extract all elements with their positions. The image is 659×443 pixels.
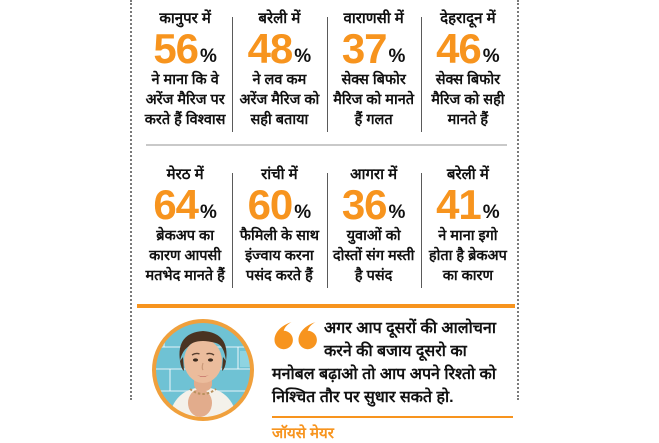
quote-block: [272, 317, 513, 443]
percent-value: 64: [153, 181, 199, 228]
orange-section-rule: [137, 304, 515, 308]
percent-sign: %: [200, 202, 217, 223]
stat-number: [143, 181, 227, 228]
stat-card-bareilly-2: [421, 163, 515, 294]
stat-card-ranchi: [232, 163, 326, 294]
joyce-meyer-portrait-graphic: [150, 317, 256, 423]
percent-value: 48: [247, 25, 293, 72]
percent-value: 36: [341, 181, 387, 228]
percent-sign: %: [482, 46, 500, 67]
city-label: देहरादून में: [440, 10, 496, 27]
percent-sign: %: [482, 202, 500, 223]
stat-card-bareilly-1: [232, 7, 326, 138]
stat-number: [426, 181, 510, 228]
percent-sign: %: [294, 46, 312, 67]
quote-section: [132, 315, 517, 443]
quote-text: अगर आप दूसरों की आलोचना करने की बजाय दूसरो का मनोबल बढ़ाओ तो आप अपने रिश्तो को निश्चित तौर पर सुधार सकते हो.: [272, 320, 496, 406]
stat-card-kanpur: [138, 7, 232, 138]
stat-description: ने माना इगो होता है ब्रेकअप का कारण: [428, 228, 507, 284]
city-label: कानुपर में: [159, 10, 211, 27]
stat-card-dehradun: [421, 7, 515, 138]
stat-description: ने माना कि वे अरेंज मैरिज पर करते हैं विश्वास: [144, 72, 226, 128]
city-label: मेरठ में: [166, 166, 204, 183]
percent-sign: %: [200, 46, 217, 67]
author-photo: [150, 317, 256, 423]
percent-sign: %: [388, 202, 406, 223]
stat-description: फैमिली के साथ इंज्वाय करना पसंद करते हैं: [239, 228, 319, 284]
stat-number: [237, 181, 321, 228]
stat-number: [143, 25, 227, 72]
city-label: वाराणसी में: [343, 10, 404, 27]
city-label: आगरा में: [350, 166, 398, 183]
city-label: बरेली में: [446, 166, 489, 183]
stat-description: सेक्स बिफोर मैरिज को मानते हैं गलत: [333, 72, 415, 128]
stat-number: [332, 25, 416, 72]
infographic-panel: [130, 0, 519, 442]
stat-description: सेक्स बिफोर मैरिज को सही मानते हैं: [431, 72, 505, 128]
percent-sign: %: [388, 46, 406, 67]
stats-row-2: [132, 156, 517, 294]
stat-card-varanasi: [327, 7, 421, 138]
percent-value: 37: [341, 25, 387, 72]
stat-number: [332, 181, 416, 228]
city-label: रांची में: [261, 166, 298, 183]
row-divider: [146, 144, 507, 146]
quote-author: जॉयसे मेयर: [272, 425, 334, 442]
city-label: बरेली में: [258, 10, 301, 27]
percent-value: 60: [247, 181, 293, 228]
stat-number: [426, 25, 510, 72]
open-quote-icon: [272, 321, 318, 351]
percent-value: 46: [436, 25, 481, 72]
stat-description: ने लव कम अरेंज मैरिज को सही बताया: [239, 72, 320, 128]
percent-value: 56: [153, 25, 199, 72]
stat-description: युवाओं को दोस्तों संग मस्ती है पसंद: [332, 228, 415, 284]
stats-row-1: [132, 0, 517, 138]
stat-card-agra: [327, 163, 421, 294]
author-divider: [272, 416, 513, 418]
stat-number: [237, 25, 321, 72]
stat-card-meerut: [138, 163, 232, 294]
percent-value: 41: [436, 181, 481, 228]
stat-description: ब्रेकअप का कारण आपसी मतभेद मानते हैं: [145, 228, 225, 284]
percent-sign: %: [294, 202, 312, 223]
